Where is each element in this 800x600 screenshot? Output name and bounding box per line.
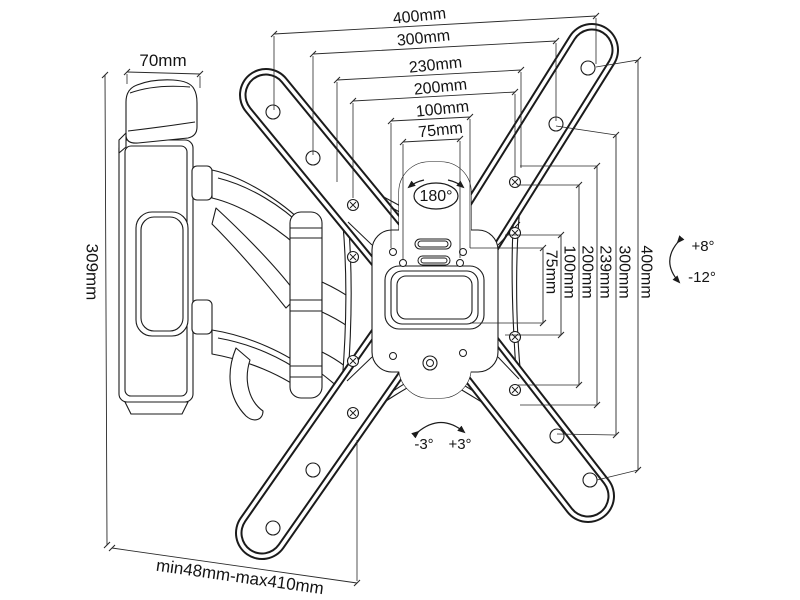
dim-top-100mm: 100mm (415, 98, 470, 121)
hole (306, 463, 320, 477)
dim-right-239mm: 239mm (596, 245, 614, 299)
hinge-knuckle-upper (192, 166, 212, 200)
center-cutout (385, 266, 484, 329)
tilt-down-label: -12° (688, 269, 716, 286)
wall-bracket-assembly (119, 80, 378, 420)
hinge-knuckle-lower (192, 300, 212, 334)
hole (266, 521, 280, 535)
dim-top-75mm: 75mm (417, 119, 464, 142)
dim-top-200mm: 200mm (413, 76, 468, 99)
level-right-label: +3° (448, 436, 472, 453)
tilt-up-label: +8° (691, 238, 715, 255)
pivot-column (290, 212, 322, 398)
dim-right-100mm: 100mm (560, 245, 578, 299)
wall-plate-foot (125, 402, 188, 414)
dim-top-300mm: 300mm (396, 27, 451, 50)
dim-left-70mm: 70mm (139, 51, 187, 70)
dimension-labels-right (543, 245, 655, 298)
hole (266, 105, 280, 119)
tilt-arrow (670, 242, 679, 282)
hole (583, 473, 597, 487)
dim-left-309mm: 309mm (82, 243, 102, 301)
level-left-label: -3° (414, 436, 434, 453)
dim-top-400mm: 400mm (392, 5, 447, 28)
dim-right-75mm: 75mm (542, 249, 560, 295)
dim-right-300mm: 300mm (615, 245, 633, 299)
swivel-angle-label: 180° (419, 188, 453, 205)
wall-plate-window (136, 212, 188, 336)
dim-right-400mm: 400mm (637, 245, 655, 299)
hole (550, 429, 564, 443)
bottom-pivot-hole-inner (427, 360, 434, 367)
level-arrow (418, 423, 464, 433)
dim-top-230mm: 230mm (408, 54, 463, 77)
vesa-arm-top-right (468, 50, 592, 248)
dim-right-200mm: 200mm (578, 245, 596, 299)
level-adjust-annotation (414, 423, 471, 454)
tilt-annotation (670, 238, 716, 286)
hole (581, 61, 595, 75)
dim-bottom-extension-range: min48mm-max410mm (154, 555, 326, 599)
wall-plate-cover-cap (126, 80, 197, 143)
